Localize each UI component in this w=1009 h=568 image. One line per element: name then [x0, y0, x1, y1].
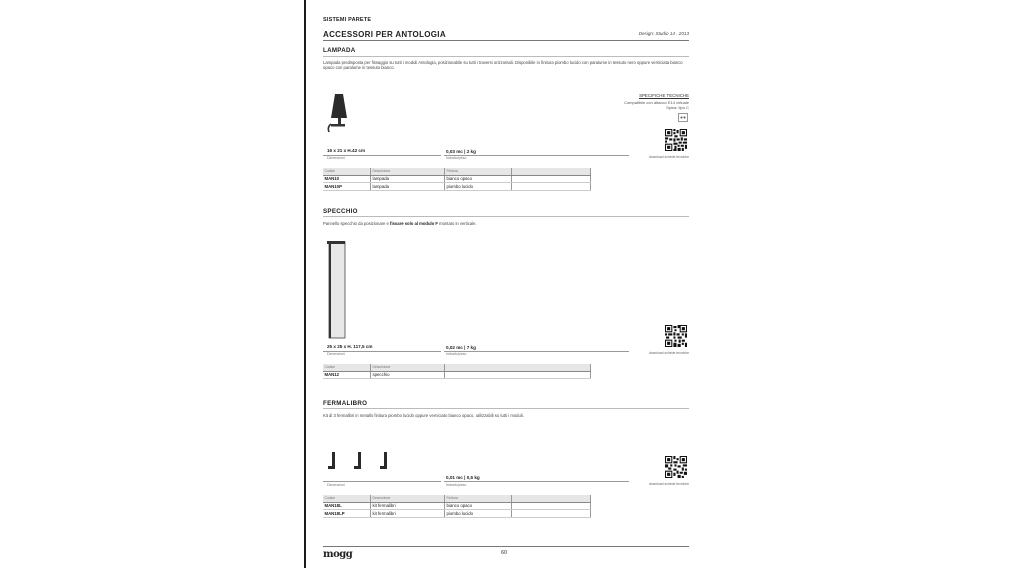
dimensions-value: 16 x 21 x H.42 cm [327, 148, 366, 153]
table-cell-code: MAN12 [323, 371, 371, 379]
weight-value: 0,02 mc | 7 kg [446, 345, 476, 350]
section-title-specchio: SPECCHIO [323, 208, 358, 215]
section-rule [323, 56, 689, 57]
weight-value: 0,01 mc | 0,5 kg [446, 475, 480, 480]
spec-title: SPECIFICHE TECNICHE [639, 93, 689, 98]
qr-code-icon[interactable] [665, 129, 687, 151]
table-cell: kit fermalibri [371, 502, 445, 510]
brand-logo: mogg [323, 549, 353, 560]
page-number: 60 [501, 550, 508, 556]
catalog-page [323, 0, 689, 568]
lamp-image [327, 94, 351, 134]
qr-caption: download schede tecniche [649, 351, 689, 355]
dimensions-value: 25 x 25 x H. 117,5 cm [327, 344, 373, 349]
weight-label: Imballo/peso [446, 352, 467, 356]
table-cell-code: MAN10P [323, 183, 371, 191]
binding-line [304, 0, 306, 568]
section-rule [323, 408, 689, 409]
table-cell: specchio [371, 371, 445, 379]
table-cell: lampada [371, 175, 445, 183]
weight-label: Imballo/peso [446, 483, 467, 487]
table-cell: piombo lucido [445, 510, 512, 518]
dimensions-rule [323, 481, 441, 482]
table-row [323, 510, 591, 518]
section-title-lampada: LAMPADA [323, 47, 356, 54]
codes-table-lampada [323, 168, 591, 191]
section-title-fermalibro: FERMALIBRO [323, 400, 368, 407]
table-header-empty [512, 495, 591, 502]
table-cell-code: MAN18L [323, 502, 371, 510]
table-cell: kit fermalibri [371, 510, 445, 518]
table-header: Descrizione [371, 495, 445, 502]
spec-line: Compatibile con attacco E14 virtuale [624, 100, 689, 105]
plug-icon [678, 113, 688, 122]
table-header: Codice [323, 364, 371, 371]
section-description: Kit di 3 fermalibri in metallo finitura piombo lucido oppure verniciato bianco opaco, utilizzabili su tutti i moduli. [323, 413, 524, 418]
table-row [323, 175, 591, 183]
weight-label: Imballo/peso [446, 156, 467, 160]
table-cell-code: MAN18LP [323, 510, 371, 518]
table-header: Codice [323, 168, 371, 175]
table-header: Finitura [445, 168, 512, 175]
section-rule [323, 216, 689, 217]
header-rule [323, 40, 689, 41]
mirror-image [325, 240, 349, 340]
weight-rule [444, 351, 629, 352]
table-row [323, 183, 591, 191]
table-header: Descrizione [371, 168, 445, 175]
dimensions-label: Dimensioni [327, 483, 345, 487]
dimensions-label: Dimensioni [327, 156, 345, 160]
codes-table-specchio [323, 364, 591, 379]
table-row [323, 371, 591, 379]
weight-rule [444, 155, 629, 156]
weight-rule [444, 481, 629, 482]
design-credit: Design: Studio 14 . 2013 [638, 31, 689, 36]
table-cell: piombo lucido [445, 183, 512, 191]
table-cell: lampada [371, 183, 445, 191]
table-header: Codice [323, 495, 371, 502]
footer-rule [323, 546, 689, 547]
section-description: Lampada predisposta per fissaggio su tutti i moduli Antologia, posizionabile su tutti i traversi orizzontali. Disponibile in finitura piombo lucido con paralume in tessuto nero oppure verniciata bianco opaco con paralume in tessuto bianco. [323, 60, 683, 71]
table-header: Finitura [445, 495, 512, 502]
table-row [323, 502, 591, 510]
table-cell: bianco opaco [445, 502, 512, 510]
qr-caption: download schede tecniche [649, 155, 689, 159]
dimensions-label: Dimensioni [327, 352, 345, 356]
section-description: Pannello specchio da posizionare e fissare solo al modulo F montato in verticale. [323, 221, 477, 226]
qr-code-icon[interactable] [665, 325, 687, 347]
codes-table-fermalibro [323, 495, 591, 518]
table-header-empty [445, 364, 591, 371]
weight-value: 0,03 mc | 2 kg [446, 149, 476, 154]
qr-code-icon[interactable] [665, 456, 687, 478]
page-title: ACCESSORI PER ANTOLOGIA [323, 30, 446, 39]
table-cell: bianco opaco [445, 175, 512, 183]
bookends-image [327, 451, 395, 471]
section-label: SISTEMI PARETE [323, 17, 372, 23]
table-header-empty [512, 168, 591, 175]
table-cell-code: MAN10 [323, 175, 371, 183]
qr-caption: download schede tecniche [649, 482, 689, 486]
table-header: Descrizione [371, 364, 445, 371]
spec-line: Spina: tipo C [666, 105, 689, 110]
